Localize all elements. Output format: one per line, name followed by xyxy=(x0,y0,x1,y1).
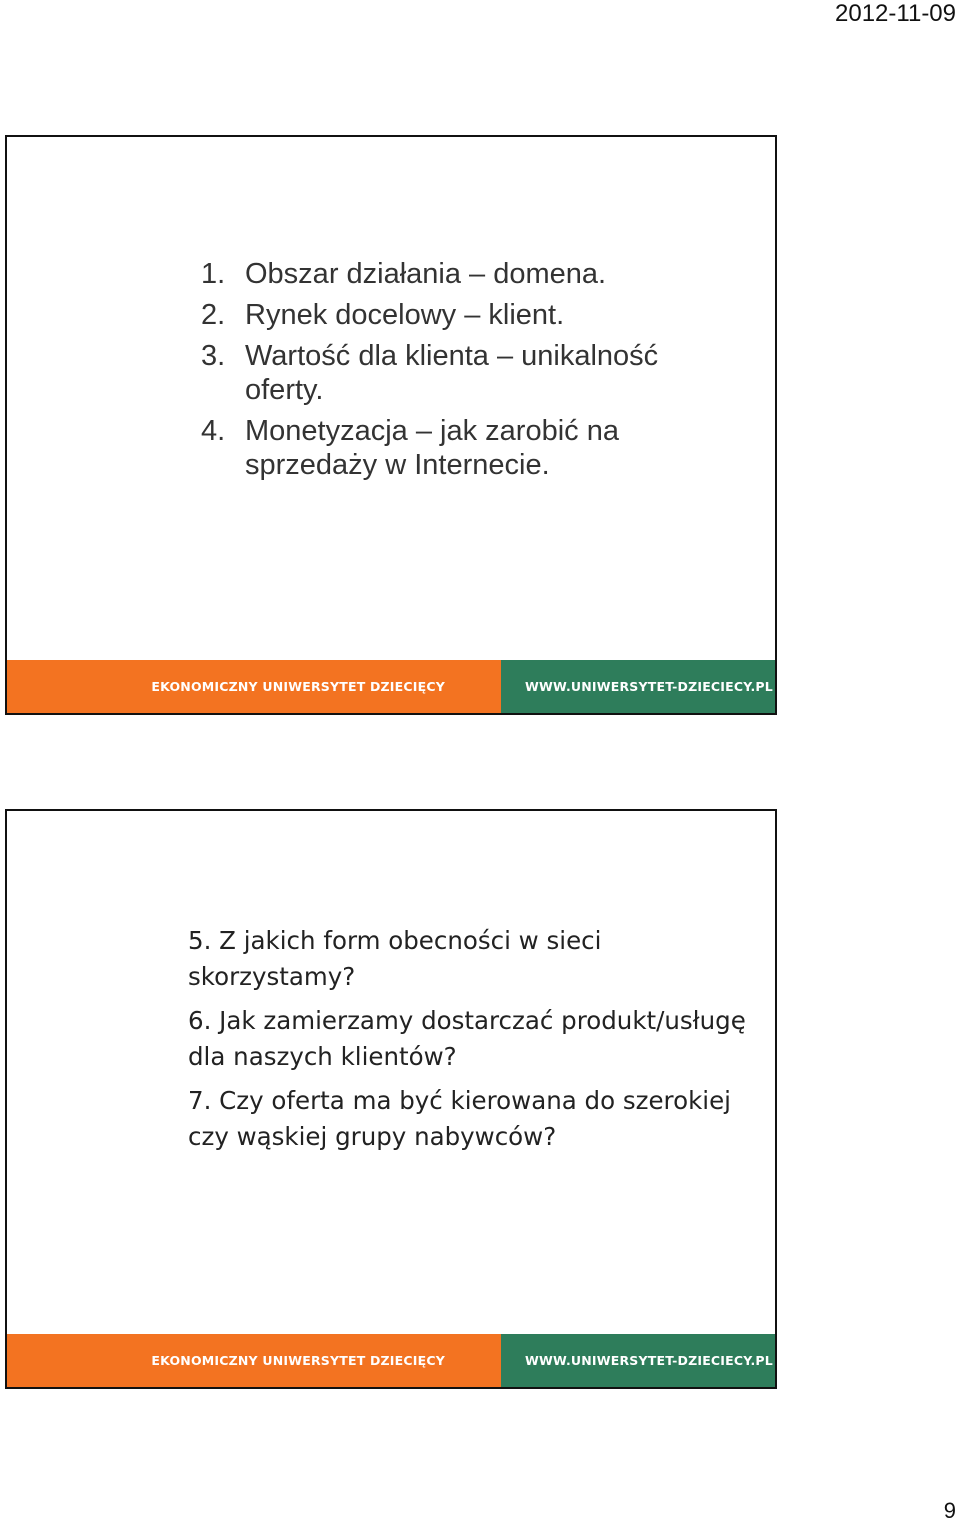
footer-left-band xyxy=(7,1334,501,1387)
footer-left-band xyxy=(7,660,501,713)
slide-2-footer xyxy=(7,1334,775,1387)
footer-website: WWW.UNIWERSYTET-DZIECIECY.PL xyxy=(525,1353,773,1368)
slide-2-body xyxy=(7,811,775,1334)
footer-organization: EKONOMICZNY UNIWERSYTET DZIECIĘCY xyxy=(151,679,445,694)
list-item xyxy=(201,298,741,332)
slide-1-list xyxy=(201,257,741,489)
list-item: 5. Z jakich form obecności w sieci skorzystamy? xyxy=(188,926,602,991)
footer-organization: EKONOMICZNY UNIWERSYTET DZIECIĘCY xyxy=(151,1353,445,1368)
list-item-text: Monetyzacja – jak zarobić na sprzedaży w Internecie. xyxy=(245,415,619,481)
page-number: 9 xyxy=(943,1498,956,1523)
list-item-text: Wartość dla klienta – unikalność oferty. xyxy=(245,340,659,406)
footer-right-band xyxy=(501,1334,775,1387)
list-item-text: Rynek docelowy – klient. xyxy=(245,299,565,331)
footer-right-band xyxy=(501,660,775,713)
list-item-number: 3. xyxy=(201,340,226,372)
slide-2 xyxy=(5,809,777,1389)
list-item-text: Obszar działania – domena. xyxy=(245,258,607,290)
document-date: 2012-11-09 xyxy=(835,0,956,27)
slide-1-body xyxy=(7,137,775,660)
list-item xyxy=(201,339,741,407)
list-item xyxy=(201,257,741,291)
list-item-number: 1. xyxy=(201,258,226,290)
list-item: 6. Jak zamierzamy dostarczać produkt/usługę dla naszych klientów? xyxy=(188,1006,746,1071)
slide-2-list xyxy=(188,923,763,1163)
list-item-number: 4. xyxy=(201,415,226,447)
list-item: 7. Czy oferta ma być kierowana do szerokiej czy wąskiej grupy nabywców? xyxy=(188,1086,731,1151)
list-item-number: 2. xyxy=(201,299,226,331)
slide-1 xyxy=(5,135,777,715)
list-item xyxy=(201,414,741,482)
footer-website: WWW.UNIWERSYTET-DZIECIECY.PL xyxy=(525,679,773,694)
slide-1-footer xyxy=(7,660,775,713)
